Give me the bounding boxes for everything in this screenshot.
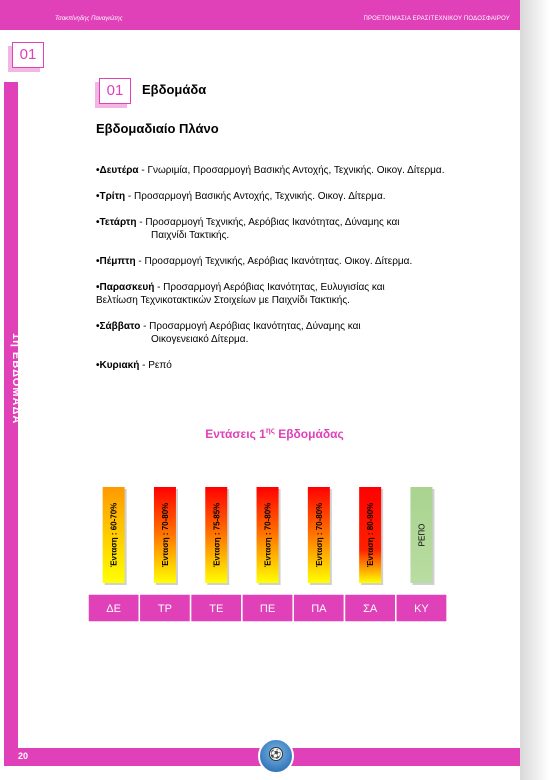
bar-label: Ένταση : 70-80% xyxy=(263,502,273,568)
bar-label: Ένταση : 75-85% xyxy=(212,502,222,568)
schedule-day: •Πέμπτη xyxy=(96,256,136,267)
bar-label: Ένταση : 70-80% xyxy=(314,502,324,568)
schedule-text: - Προσαρμογή Βασικής Αντοχής, Τεχνικής. Οικογ. Δίτερμα. xyxy=(125,191,386,202)
section-subheading: Εβδομαδιαίο Πλάνο xyxy=(96,121,219,136)
schedule-text: - Ρεπό xyxy=(139,360,172,371)
schedule-text: - Προσαρμογή Τεχνικής, Αερόβιας Ικανότητας, Δύναμης και xyxy=(136,217,400,228)
side-week-label: 1η ΕΒΔΟΜΑΔΑ xyxy=(10,333,22,425)
chapter-badge-small: 01 xyxy=(12,42,44,68)
day-label: ΚΥ xyxy=(414,603,429,615)
schedule-text: - Γνωριμία, Προσαρμογή Βασικής Αντοχής, Τεχνικής. Οικογ. Δίτερμα. xyxy=(138,165,445,176)
section-heading: Εβδομάδα xyxy=(142,82,207,97)
bar-label: Ένταση : 60-70% xyxy=(109,502,119,568)
schedule-text: - Προσαρμογή Αερόβιας Ικανότητας, Ευλυγισίας και xyxy=(154,282,385,293)
schedule-text-cont: Βελτίωση Τεχνικοτακτικών Στοιχείων με Παιχνίδι Τακτικής. xyxy=(96,295,350,306)
bar-label: Ένταση : 80-90% xyxy=(366,502,376,568)
day-label: ΤΡ xyxy=(157,603,172,615)
schedule-text: - Προσαρμογή Τεχνικής, Αερόβιας Ικανότητας. Οικογ. Δίτερμα. xyxy=(135,256,413,267)
day-label: ΤΕ xyxy=(209,603,224,615)
day-label: ΠΕ xyxy=(259,603,276,615)
day-label: ΠΑ xyxy=(311,603,327,615)
day-label: ΣΑ xyxy=(363,603,378,615)
club-logo xyxy=(258,738,294,774)
schedule-text-cont: Παιχνίδι Τακτικής. xyxy=(151,230,230,241)
chart-title: Εντάσεις $1^{\eta\varsigma}$ Εβδομάδας xyxy=(205,426,344,441)
page-number: 20 xyxy=(18,751,29,761)
schedule-day: •Δευτέρα xyxy=(96,165,139,176)
header-book-title: ΠΡΟΕΤΟΙΜΑΣΙΑ ΕΡΑΣΙΤΕΧΝΙΚΟΥ ΠΟΔΟΣΦΑΙΡΟΥ xyxy=(363,16,510,22)
schedule-day: •Παρασκευή xyxy=(96,282,155,293)
day-label: ΔΕ xyxy=(106,603,121,615)
football-icon: ⚽ xyxy=(270,749,282,759)
header-author: Τσακπίνηδης Παναγιώτης xyxy=(55,16,123,22)
bar-label: ΡΕΠΟ xyxy=(417,523,427,547)
schedule-day: •Τρίτη xyxy=(96,191,126,202)
bar-label: Ένταση : 70-80% xyxy=(160,502,170,568)
schedule-text: - Προσαρμογή Αερόβιας Ικανότητας, Δύναμης και xyxy=(140,321,361,332)
schedule-text-cont: Οικογενειακό Δίτερμα. xyxy=(151,334,249,345)
schedule-day: •Κυριακή xyxy=(96,360,140,371)
schedule-day: •Τετάρτη xyxy=(96,217,137,228)
page-number-bar xyxy=(4,748,44,766)
chapter-badge: 01 xyxy=(99,78,131,104)
schedule-day: •Σάββατο xyxy=(96,321,141,332)
